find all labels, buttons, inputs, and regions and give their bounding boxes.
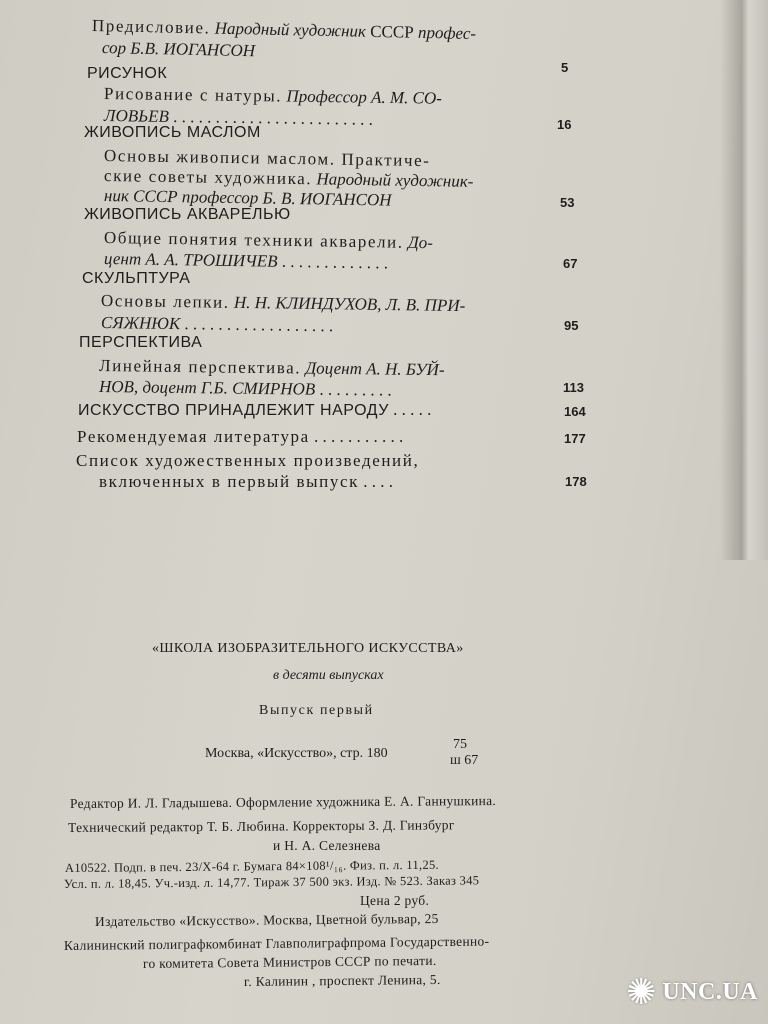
toc-preface-author-title: Народный художник [214,18,367,41]
toc-list-page: 178 [565,474,587,489]
toc-leader-dots: . . . . . . . . . . . [314,427,404,446]
toc-sculpture-line1 [101,291,465,316]
toc-leader-dots: . . . . . . . . . . . . . . . . . . [184,314,334,336]
tech-editor-line2: и Н. А. Селезнева [273,838,381,853]
volume-label: Выпуск первый [259,703,374,718]
toc-sculpture-title: Основы лепки. [100,291,230,312]
toc-section-heading-oil: ЖИВОПИСЬ МАСЛОМ [84,124,261,141]
toc-watercolor-author: До- [407,232,434,253]
toc-section-heading-drawing: РИСУНОК [87,65,168,82]
toc-art-people-line [78,400,431,421]
toc-watercolor-title: Общие понятия техники акварели. [103,228,404,252]
series-issues: в десяти выпусках [273,668,384,683]
tech-editor-line: Технический редактор Т. Б. Любина. Корректоры З. Д. Гинзбург [67,817,455,835]
series-title: «ШКОЛА ИЗОБРАЗИТЕЛЬНОГО ИСКУССТВА» [152,641,464,656]
print-details-line2: Усл. п. л. 18,45. Уч.-изд. л. 14,77. Тираж 37 500 экз. Изд. № 523. Заказ 345 [63,873,480,891]
printer-line3: г. Калинин , проспект Ленина, 5. [243,971,441,989]
toc-perspective-page: 113 [563,380,584,395]
toc-literature-line [77,427,403,447]
toc-oil-line3: ник СССР профессор Б. В. ИОГАНСОН [103,186,392,210]
toc-drawing-author: Профессор А. М. СО- [286,86,442,108]
toc-perspective-author-cont: НОВ, доцент Г.Б. СМИРНОВ [98,377,316,399]
toc-preface-ussr: СССР [370,21,414,42]
editor-line: Редактор И. Л. Гладышева. Оформление художника Е. А. Ганнушкина. [69,793,497,811]
publisher-city-pages: Москва, «Искусство», стр. 180 [205,746,388,761]
toc-list-line2 [99,472,393,492]
toc-sculpture-author-cont: СЯЖНЮК [100,313,181,334]
toc-art-people-page: 164 [564,404,586,419]
toc-oil-author: Народный художник- [316,169,474,191]
toc-literature-label: Рекомендуемая литература [77,427,310,446]
toc-perspective-line1 [99,356,445,380]
code-top: 75 [453,737,467,752]
toc-oil-line1: Основы живописи маслом. Практиче- [103,146,431,171]
toc-sculpture-author: Н. Н. КЛИНДУХОВ, Л. В. ПРИ- [233,292,466,316]
toc-section-heading-watercolor: ЖИВОПИСЬ АКВАРЕЛЬЮ [84,206,291,223]
toc-preface-line2: сор Б.В. ИОГАНСОН [101,38,256,61]
toc-drawing-author-cont: ЛОВЬЕВ [103,106,170,126]
toc-drawing-title: Рисование с натуры. [103,84,283,106]
toc-perspective-line2 [99,377,392,401]
toc-literature-page: 177 [564,431,586,446]
watermark [626,974,758,1010]
code-bottom: ш 67 [450,753,479,768]
toc-leader-dots: . . . . . . . . . . . . . . . . . . . . . . . . [173,106,374,129]
toc-leader-dots: . . . . [363,472,393,491]
toc-leader-dots: . . . . . . . . . . . . . [281,251,389,273]
toc-list-label: включенных в первый выпуск [99,472,359,491]
watermark-text: UNC.UA [662,978,758,1005]
toc-drawing-line1 [104,84,442,109]
toc-oil-subtitle: ские советы художника. [103,166,313,189]
toc-preface-label: Предисловие. [91,16,211,38]
printer-line2: го комитета Совета Министров СССР по печати. [142,952,437,971]
toc-perspective-title: Линейная перспектива. [98,356,302,378]
toc-preface-prof: профес- [417,22,477,44]
toc-drawing-page: 16 [557,117,572,132]
print-details-line1: А10522. Подп. в печ. 23/X-64 г. Бумага 84×108¹/₁₆. Физ. п. л. 11,25. [64,857,440,875]
price: Цена 2 руб. [360,893,430,908]
printer-line1: Калининский полиграфкомбинат Главполиграфпрома Государственно- [63,933,490,953]
toc-perspective-author: Доцент А. Н. БУЙ- [305,358,445,380]
toc-section-heading-perspective: ПЕРСПЕКТИВА [79,334,203,351]
toc-sculpture-page: 95 [564,318,579,333]
toc-watercolor-page: 67 [563,256,578,271]
toc-list-line1: Список художественных произведений, [76,451,420,470]
toc-section-heading-sculpture: СКУЛЬПТУРА [82,270,191,287]
toc-oil-page: 53 [560,195,575,210]
page-edge-shadow [720,0,768,560]
toc-watercolor-author-cont: цент А. А. ТРОШИЧЕВ [103,249,278,271]
toc-leader-dots: . . . . . . . . . [319,379,392,400]
toc-section-heading-art-people: ИСКУССТВО ПРИНАДЛЕЖИТ НАРОДУ [78,402,389,419]
star-burst-icon: ✺ [626,972,657,1012]
toc-leader-dots: . . . . . [393,400,432,419]
toc-preface-page: 5 [561,60,569,75]
publisher-address: Издательство «Искусство». Москва, Цветной бульвар, 25 [94,911,439,929]
